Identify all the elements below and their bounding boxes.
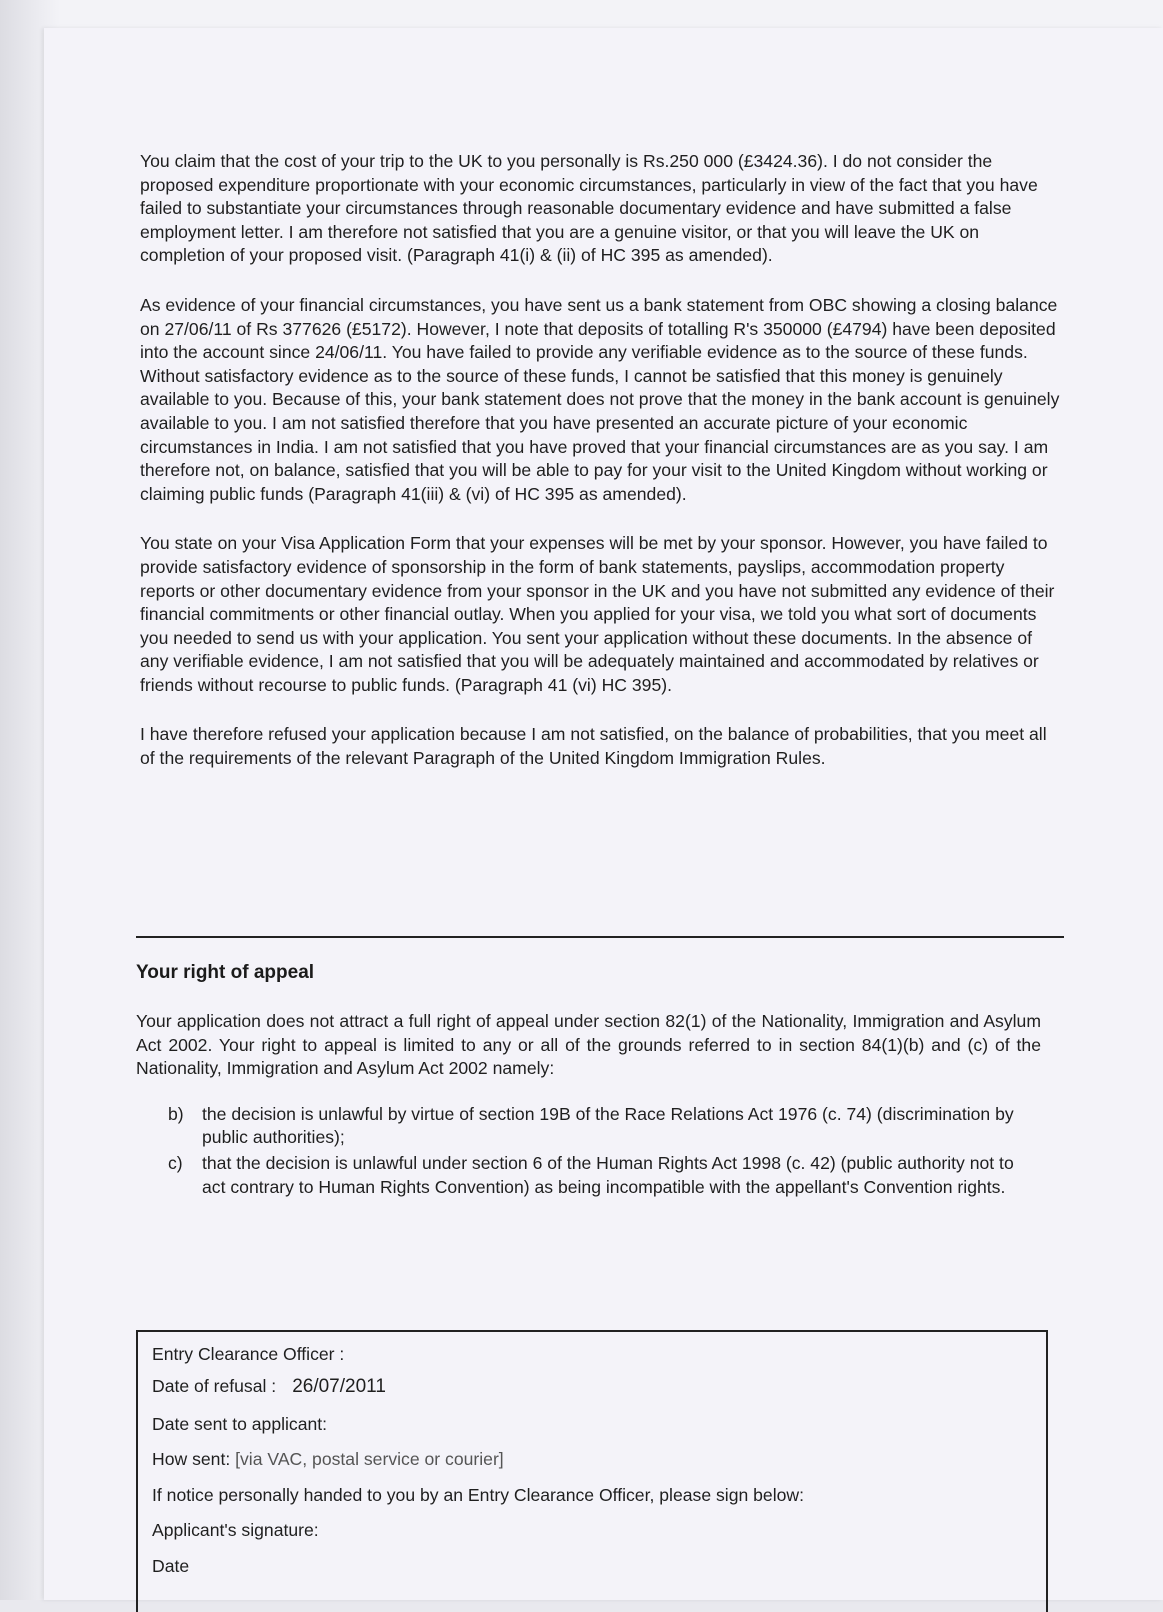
appeal-section <box>136 962 1041 1201</box>
how-sent-value: [via VAC, postal service or courier] <box>235 1449 504 1469</box>
date-row <box>152 1556 189 1577</box>
paragraph-trip-cost: You claim that the cost of your trip to the UK to you personally is Rs.250 000 (£3424.36). I do not consider the proposed expenditure proportionate with your economic circumstances, particularly in view of the fact that you have failed to substantiate your circumstances through reasonable documentary evidence and have submitted a false employment letter. I am therefore not satisfied that you are a genuine visitor, or that you will leave the UK on completion of your proposed visit. (Paragraph 41(i) & (ii) of HC 395 as amended). <box>140 151 1038 266</box>
date-sent-row <box>152 1414 327 1435</box>
paragraph-financial-evidence: As evidence of your financial circumstances, you have sent us a bank statement from OBC showing a closing balance on 27/06/11 of Rs 377626 (£5172). However, I note that deposits of totalling R's 350000 (£4794) have been deposited into the account since 24/06/11. You have failed to provide any verifiable evidence as to the source of these funds. Without satisfactory evidence as to the source of these funds, I cannot be satisfied that this money is genuinely available to you. Because of this, your bank statement does not prove that the money in the bank account is genuinely available to you. I am not satisfied therefore that you have presented an accurate picture of your economic circumstances in India. I am not satisfied that you have proved that your financial circumstances are as you say. I am therefore not, on balance, satisfied that you will be able to pay for your visit to the United Kingdom without working or claiming public funds (Paragraph 41(iii) & (vi) of HC 395 as amended). <box>140 294 1060 504</box>
ground-letter: b) <box>168 1103 184 1124</box>
ground-text: that the decision is unlawful under section 6 of the Human Rights Act 1998 (c. 42) (public authority not to act contrary to Human Rights Convention) as being incompatible with the appellant's Convention rights. <box>202 1152 1014 1197</box>
how-sent-label: How sent: <box>152 1449 231 1469</box>
how-sent-row <box>152 1449 504 1470</box>
date-sent-label: Date sent to applicant: <box>152 1414 328 1434</box>
list-item <box>168 1103 1041 1150</box>
letter-body <box>140 150 1060 797</box>
signature-label: Applicant's signature: <box>152 1520 319 1540</box>
paragraph-refusal-decision: I have therefore refused your application because I am not satisfied, on the balance of probabilities, that you meet all of the requirements of the relevant Paragraph of the United Kingdom Immigration Rules. <box>140 724 1047 769</box>
list-item <box>168 1152 1041 1199</box>
signature-row <box>152 1520 319 1541</box>
date-label: Date <box>152 1556 190 1576</box>
ground-letter: c) <box>168 1152 183 1173</box>
paragraph-sponsorship: You state on your Visa Application Form that your expenses will be met by your sponsor. However, you have failed to provide satisfactory evidence of sponsorship in the form of bank statements, payslips, accommodation property reports or other documentary evidence from your sponsor in the UK and you have not submitted any evidence of their financial commitments or other financial outlay. When you applied for your visa, we told you what sort of documents you needed to send us with your application. You sent your application without these documents. In the absence of any verifiable evidence, I am not satisfied that you will be adequately maintained and accommodated by relatives or friends without recourse to public funds. (Paragraph 41 (vi) HC 395). <box>140 533 1055 695</box>
appeal-grounds-list <box>136 1103 1041 1199</box>
appeal-intro: Your application does not attract a full right of appeal under section 82(1) of the Nationality, Immigration and Asylum Act 2002. Your right to appeal is limited to any or all of the grounds referred to in section 84(1)(b) and (c) of the Nationality, Immigration and Asylum Act 2002 namely: <box>136 1011 1041 1079</box>
handed-note: If notice personally handed to you by an Entry Clearance Officer, please sign below: <box>152 1485 805 1505</box>
refusal-date-label: Date of refusal : <box>152 1376 277 1396</box>
appeal-heading: Your right of appeal <box>136 962 315 983</box>
officer-label: Entry Clearance Officer : <box>152 1344 345 1364</box>
handed-note-row <box>152 1485 804 1506</box>
section-divider <box>136 936 1064 938</box>
ground-text: the decision is unlawful by virtue of section 19B of the Race Relations Act 1976 (c. 74) (discrimination by public authorities); <box>202 1103 1014 1148</box>
refusal-date-row <box>152 1376 386 1398</box>
refusal-date-value: 26/07/2011 <box>292 1376 386 1397</box>
entry-clearance-box <box>136 1330 1048 1612</box>
officer-row <box>152 1344 344 1365</box>
